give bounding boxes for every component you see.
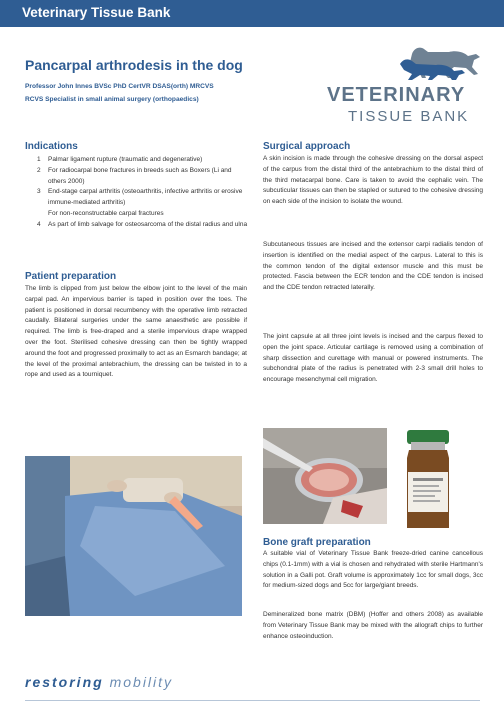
graft-vial-photo xyxy=(393,428,463,532)
footer-tagline xyxy=(25,674,173,690)
surgical-approach-heading: Surgical approach xyxy=(263,141,351,152)
graft-pot-photo xyxy=(263,428,387,524)
patient-prep-text: The limb is clipped from just below the elbow joint to the level of the main carpal pad. An impervious barrier is taped in position over the toes. The patient is positioned in dorsal recumbency with the operative limb retracted caudally. Bilateral surgeries under the same anaesthetic are possible if required. The limb is free-draped and a sterile impervious drape wrapped over the foot. Sterilised cohesive dressing can then be tightly wrapped around the foot and progressed proximally to act as an Esmarch bandage; at the level of the proximal antebrachium, the dressing can be twisted in to a rope and used as a tourniquet. xyxy=(25,285,247,379)
author-block xyxy=(25,80,295,106)
indications-list xyxy=(25,155,250,231)
header-title: Veterinary Tissue Bank xyxy=(22,5,171,20)
graft-pot-image xyxy=(263,428,387,524)
footer-divider xyxy=(25,700,480,701)
dogs-logo-icon xyxy=(394,40,484,85)
surgery-photo-image xyxy=(25,456,242,616)
surgery-photo xyxy=(25,456,242,616)
bone-graft-p2: Demineralized bone matrix (DBM) (Hoffer and others 2008) as available from Veterinary Tissue Bank may be mixed with the allograft chips to further enhance osteoinduction. xyxy=(263,611,483,640)
tagline-word-mobility: mobility xyxy=(109,674,174,690)
logo-word-tissue-bank: TISSUE BANK xyxy=(348,108,470,125)
author-name: Professor John Innes BVSc PhD CertVR DSAS(orth) MRCVS xyxy=(25,83,214,90)
bone-graft-p1: A suitable vial of Veterinary Tissue Bank freeze-dried canine cancellous chips (0.1-1mm) with a vial is chosen and rehydrated with sterile Hartmann's solution in a Galli pot. Graft volume is approximately 1cc for small dogs, 3cc for medium-sized dogs and 5cc for large/giant breeds. xyxy=(263,550,483,590)
surgical-approach-p2: Subcutaneous tissues are incised and the extensor carpi radialis tendon of insertion is identified on the medial aspect of the carpus. Lateral to this is the common tendon of the digital extensor muscle and this must be protected. Fascia between the ECR tendon and the CDE tendon is incised and the CDE tendon retracted laterally. xyxy=(263,241,483,292)
header-bar xyxy=(0,0,504,27)
tagline-word-restoring: restoring xyxy=(25,674,104,690)
patient-prep-heading: Patient preparation xyxy=(25,271,117,282)
vtb-logo xyxy=(322,40,482,130)
list-item: 3 End-stage carpal arthritis (osteoarthritis, infective arthritis or erosive immune-mediated arthritis) xyxy=(37,188,243,207)
graft-vial-image xyxy=(393,428,463,532)
surgical-approach-p3: The joint capsule at all three joint levels is incised and the carpus flexed to open the joint space. Articular cartilage is removed using a combination of sharp dissection and curettage with manual or powered instruments. The subchondral plate of the radius is penetrated with 2-3 small drill holes to encourage mesenchymal cell migration. xyxy=(263,333,483,384)
bone-graft-heading: Bone graft preparation xyxy=(263,537,371,548)
list-item: 1 Palmar ligament rupture (traumatic and degenerative) xyxy=(37,156,203,163)
list-item: For non-reconstructable carpal fractures xyxy=(48,209,164,217)
list-item: 2 For radiocarpal bone fractures in breeds such as Boxers (Li and others 2000) xyxy=(37,166,232,185)
page-title: Pancarpal arthrodesis in the dog xyxy=(25,57,243,73)
surgical-approach-p1: A skin incision is made through the cohesive dressing on the dorsal aspect of the carpus from the distal third of the antebrachium to the distal third of the third metacarpal bone. Care is taken to avoid the cephalic vein. The subcuticular tissues can then be stapled or sutured to the cohesive dressing on each side of the incision to isolate the wound. xyxy=(263,155,483,206)
author-specialism: RCVS Specialist in small animal surgery (orthopaedics) xyxy=(25,96,199,103)
indications-heading: Indications xyxy=(25,141,78,152)
list-item: 4 As part of limb salvage for osteosarcoma of the distal radius and ulna xyxy=(37,220,248,228)
logo-word-veterinary: VETERINARY xyxy=(327,84,466,106)
